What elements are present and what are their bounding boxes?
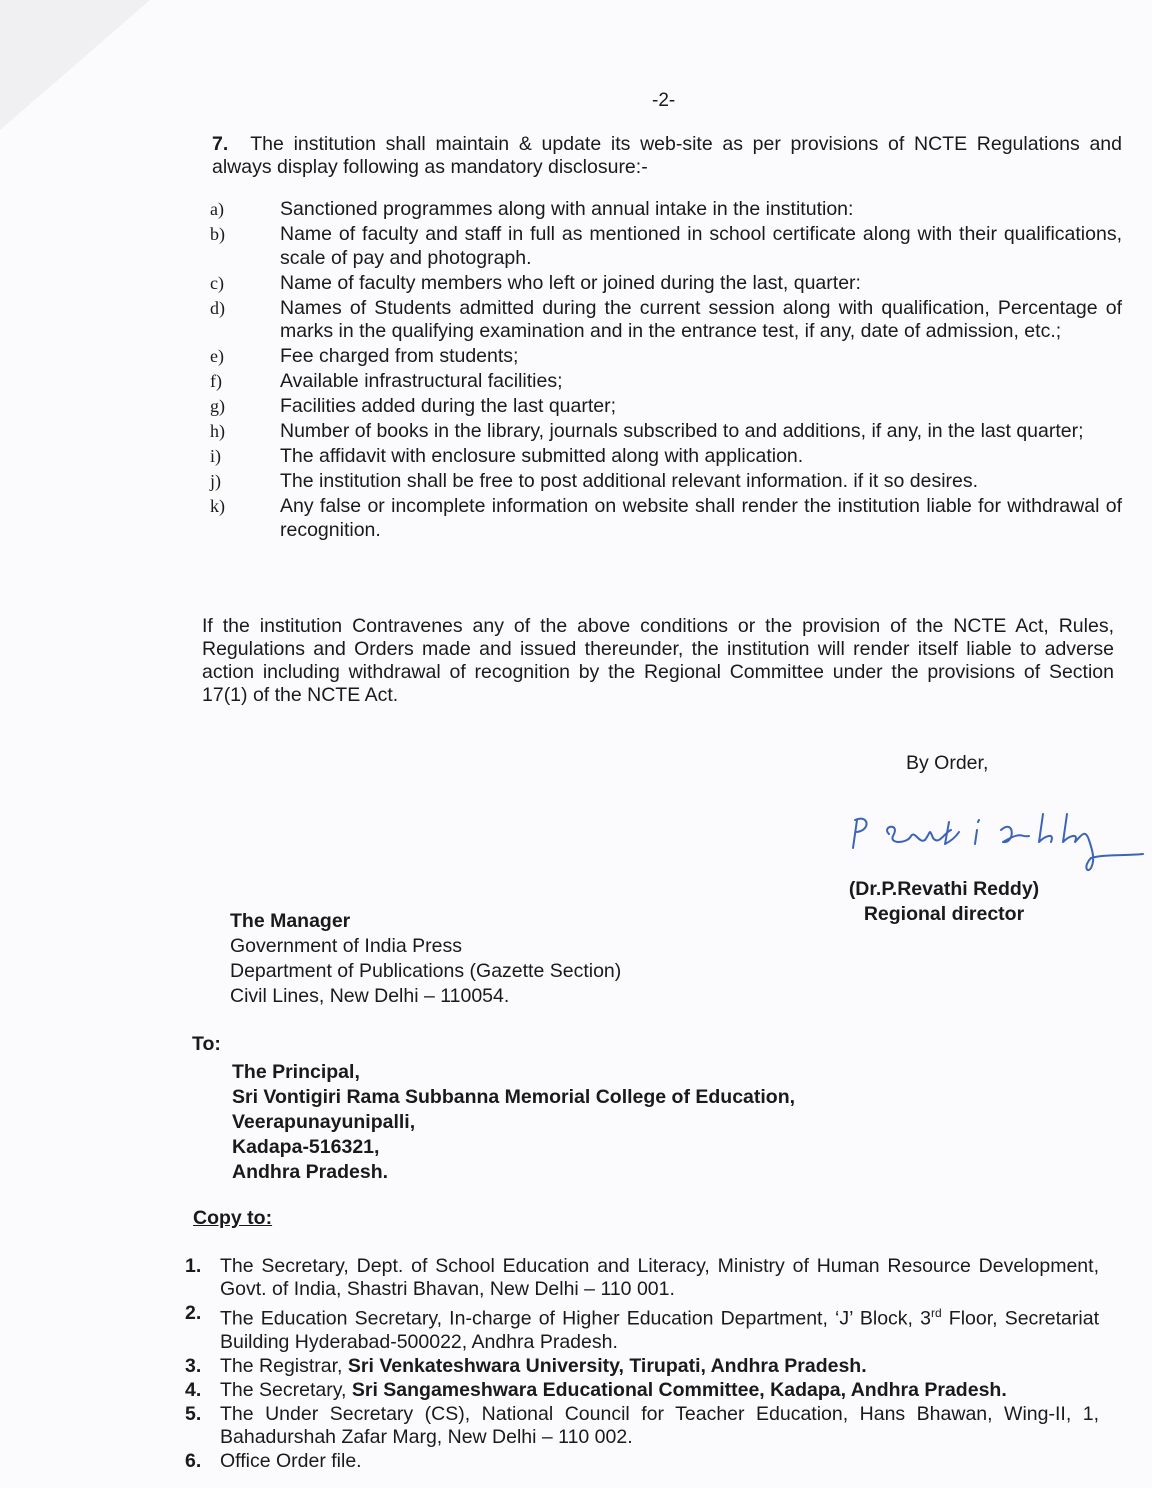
copy-item xyxy=(185,1450,1099,1473)
list-item xyxy=(210,445,1122,469)
copy-item-text: The Secretary, Dept. of School Education and Literacy, Ministry of Human Resource Development, Govt. of India, Shastri Bhavan, New Delhi – 110 001. xyxy=(220,1255,1099,1300)
list-text: Name of faculty members who left or joined during the last, quarter: xyxy=(280,271,861,294)
list-marker: j) xyxy=(210,471,221,491)
list-item xyxy=(210,370,1122,394)
copy-to-list xyxy=(185,1255,1099,1474)
list-text: Facilities added during the last quarter; xyxy=(280,395,617,417)
by-order-text: By Order, xyxy=(906,752,989,774)
list-marker: d) xyxy=(210,297,225,318)
address-title: The Manager xyxy=(230,910,351,932)
copy-item-text: The Under Secretary (CS), National Council for Teacher Education, Hans Bhawan, Wing-II, 1, Bahadurshah Zafar Marg, New Delhi – 110 002. xyxy=(220,1402,1099,1448)
list-text: Any false or incomplete information on website shall render the institution liable for withdrawal of recognition. xyxy=(280,495,1122,541)
address-line: Veerapunayunipalli, xyxy=(232,1111,416,1133)
copy-item-text: The Registrar, xyxy=(220,1354,348,1377)
list-text: Available infrastructural facilities; xyxy=(280,370,563,392)
signature-strokes xyxy=(853,814,1143,870)
address-line: Department of Publications (Gazette Section) xyxy=(230,960,622,982)
list-text: The institution shall be free to post additional relevant information. if it so desires. xyxy=(280,470,979,492)
copy-item-text: The Secretary, xyxy=(220,1378,352,1401)
to-label: To: xyxy=(192,1033,221,1055)
list-item xyxy=(210,272,1122,296)
list-text: Number of books in the library, journals subscribed to and additions, if any, in the last quarter; xyxy=(280,420,1084,442)
address-line: Civil Lines, New Delhi – 110054. xyxy=(230,985,510,1007)
list-marker: a) xyxy=(210,199,224,219)
page-fold-shadow xyxy=(0,0,150,130)
address-line: Government of India Press xyxy=(230,935,462,957)
address-line: The Principal, xyxy=(232,1061,360,1083)
copy-item-bold-text: Sri Sangameshwara Educational Committee, Kadapa, Andhra Pradesh. xyxy=(351,1378,1007,1401)
list-marker: c) xyxy=(210,272,224,293)
copy-item-number: 3. xyxy=(185,1354,202,1377)
list-marker: b) xyxy=(210,224,225,244)
address-line: Andhra Pradesh. xyxy=(232,1161,389,1183)
list-marker: e) xyxy=(210,346,224,366)
copy-item-number: 1. xyxy=(185,1255,202,1277)
copy-item-bold-text: Sri Venkateshwara University, Tirupati, Andhra Pradesh. xyxy=(347,1354,867,1377)
handwritten-signature xyxy=(845,800,1145,885)
copy-item-number: 5. xyxy=(185,1402,202,1425)
list-text: Name of faculty and staff in full as mentioned in school certificate along with their qualifications, scale of pay and photograph. xyxy=(280,223,1122,269)
copy-item-text: Floor, Secretariat Building Hyderabad-500022, Andhra Pradesh. xyxy=(220,1307,1099,1353)
clause-text: The institution shall maintain & update its web-site as per provisions of NCTE Regulations and always display following as mandatory disclosure:- xyxy=(212,133,1122,178)
copy-item xyxy=(185,1379,1099,1402)
signatory-designation: Regional director xyxy=(863,903,1025,925)
list-text: Sanctioned programmes along with annual intake in the institution: xyxy=(280,198,854,220)
list-marker: k) xyxy=(210,496,225,516)
list-item xyxy=(210,420,1122,444)
list-text: The affidavit with enclosure submitted along with application. xyxy=(280,445,804,467)
list-marker: f) xyxy=(210,371,222,391)
list-item xyxy=(210,198,1122,222)
list-item xyxy=(210,223,1122,270)
signatory-name: (Dr.P.Revathi Reddy) xyxy=(848,878,1040,900)
list-item xyxy=(210,345,1122,369)
copy-item-number: 4. xyxy=(185,1378,202,1401)
disclosure-list xyxy=(210,198,1122,544)
signatory-block xyxy=(838,877,1050,927)
copy-to-label: Copy to: xyxy=(193,1207,273,1229)
list-item xyxy=(210,470,1122,494)
copy-item-number: 6. xyxy=(185,1449,202,1472)
copy-item-text: The Education Secretary, In-charge of Higher Education Department, ‘J’ Block, 3 xyxy=(220,1307,931,1330)
list-text: Names of Students admitted during the current session along with qualification, Percentage of marks in the qualifying examination and in the entrance test, if any, date of admission, etc.; xyxy=(280,296,1122,342)
page-number: -2- xyxy=(652,90,676,111)
list-marker: i) xyxy=(210,446,221,466)
list-item xyxy=(210,297,1122,344)
list-marker: h) xyxy=(210,421,225,441)
copy-item xyxy=(185,1302,1099,1354)
superscript: rd xyxy=(930,1306,942,1320)
clause-7 xyxy=(212,133,1122,179)
list-item xyxy=(210,495,1122,542)
contravention-paragraph: If the institution Contravenes any of the above conditions or the provision of the NCTE Act, Rules, Regulations and Orders made and issued thereunder, the institution will render itself liable to adverse action including withdrawal of recognition by the Regional Committee under the provisions of Section 17(1) of the NCTE Act. xyxy=(202,615,1114,706)
list-marker: g) xyxy=(210,396,225,416)
clause-number: 7. xyxy=(212,133,229,155)
copy-item xyxy=(185,1255,1099,1301)
address-line: Sri Vontigiri Rama Subbanna Memorial College of Education, xyxy=(232,1086,796,1108)
list-text: Fee charged from students; xyxy=(280,345,519,367)
address-line: Kadapa-516321, xyxy=(232,1136,380,1158)
copy-item xyxy=(185,1403,1099,1449)
recipient-address xyxy=(232,1060,795,1185)
copy-item-number: 2. xyxy=(185,1302,202,1324)
copy-item xyxy=(185,1355,1099,1378)
copy-item-text: Office Order file. xyxy=(220,1449,362,1472)
manager-address xyxy=(230,909,621,1009)
list-item xyxy=(210,395,1122,419)
